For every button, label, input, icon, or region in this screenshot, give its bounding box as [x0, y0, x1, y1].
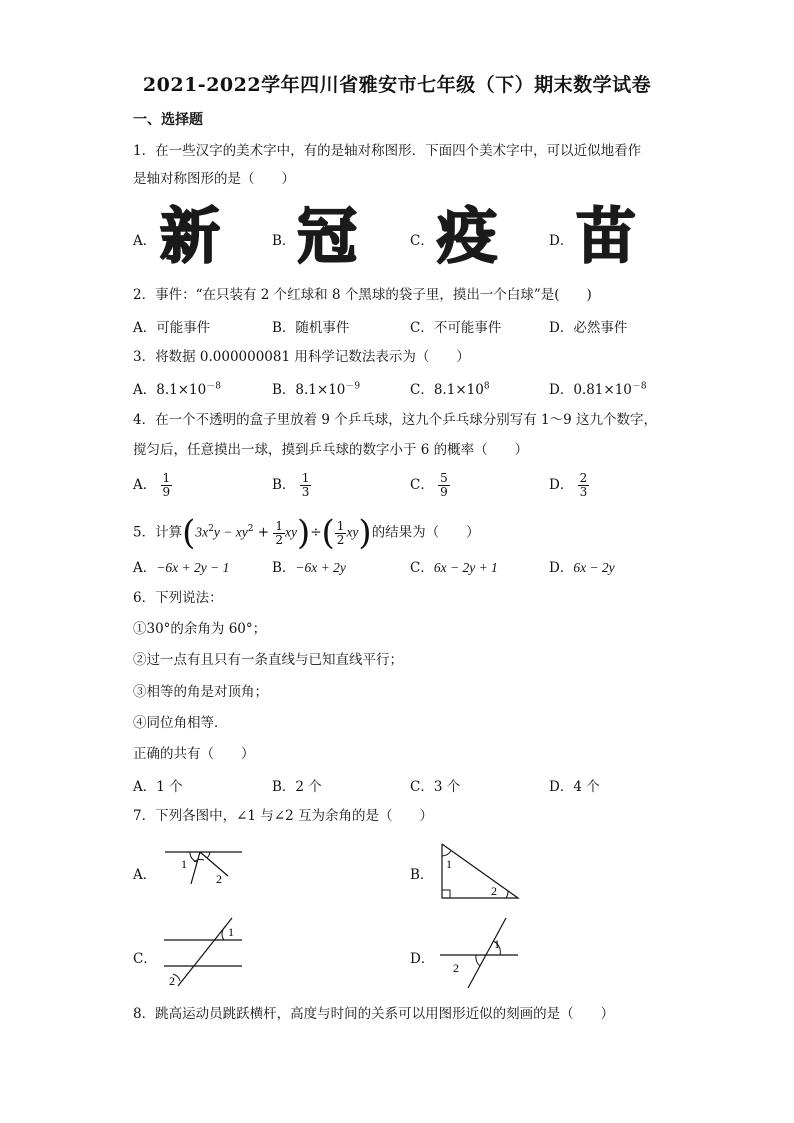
q4-option-a-label: A．: [133, 477, 157, 493]
q4-option-d-fraction: [578, 472, 590, 499]
q5-option-b-label: B．: [272, 560, 296, 576]
q6-stem: 6．下列说法：: [133, 590, 223, 606]
q7-b-angle-1: 1: [446, 857, 452, 871]
q4-option-b: [272, 472, 311, 499]
q3-option-d-base: 0.81×10: [573, 382, 632, 398]
q4-stem-line2: 搅匀后，任意摸出一球，摸到乒乓球的数字小于 6 的概率（ ）: [133, 442, 529, 458]
q3-option-a: [133, 378, 221, 398]
q2-option-d: D．必然事件: [549, 320, 628, 336]
q5-xy: xy: [284, 524, 297, 540]
q4-option-d: [549, 472, 589, 499]
q4-option-d-den: 3: [579, 485, 588, 499]
q5-option-c-label: C．: [410, 560, 434, 576]
q3-option-a-base: 8.1×10: [156, 382, 207, 398]
q5-suffix: 的结果为（ ）: [371, 524, 480, 541]
q6-item-3: ③相等的角是对顶角；: [133, 684, 268, 700]
q6-item-4: ④同位角相等．: [133, 715, 228, 731]
q1-option-b-label: B．: [272, 233, 296, 249]
q7-c-angle-2: 2: [169, 974, 175, 988]
q5-expr-b: y − xy: [213, 524, 248, 540]
q1-option-d-label: D．: [549, 233, 574, 249]
q4-option-c: [410, 472, 450, 499]
q6-item-1: ①30°的余角为 60°；: [133, 621, 267, 637]
q4-option-b-den: 3: [301, 485, 310, 499]
q3-option-c-label: C．: [410, 382, 434, 398]
q1-option-b-char: 冠: [297, 202, 357, 272]
q7-option-c-label: C．: [133, 951, 157, 967]
q8-stem: 8．跳高运动员跳跃横杆，高度与时间的关系可以用图形近似的刻画的是（ ）: [133, 1006, 615, 1022]
q6-option-a: A．1 个: [133, 779, 183, 795]
q3-option-b-exp: －9: [345, 381, 361, 392]
q5-half-den-2: 2: [336, 532, 345, 547]
q4-option-b-num: 1: [301, 471, 310, 485]
q5-option-c-expr: 6x − 2y + 1: [433, 560, 498, 575]
q7-stem: 7．下列各图中，∠1 与∠2 互为余角的是（ ）: [133, 808, 433, 824]
q7-figure-c: [160, 914, 246, 990]
q3-stem: 3．将数据 0.000000081 用科学记数法表示为（ ）: [133, 349, 470, 365]
q7-figure-a: [160, 840, 250, 890]
q4-option-a-fraction: [161, 472, 173, 499]
q4-option-d-label: D．: [549, 477, 574, 493]
q2-stem: 2．事件：“在只装有 2 个红球和 8 个黑球的袋子里，摸出一个白球”是( ): [133, 287, 592, 303]
q1-option-c-char: 疫: [437, 202, 497, 272]
q3-option-c: [410, 378, 490, 398]
q7-option-d-label: D．: [410, 951, 435, 967]
page-title: 2021-2022学年四川省雅安市七年级（下）期末数学试卷: [142, 74, 652, 96]
q4-option-c-num: 5: [440, 471, 448, 485]
q5-option-a-expr: −6x + 2y − 1: [156, 560, 230, 575]
q4-option-a-num: 1: [162, 471, 171, 485]
q7-d-angle-1: 1: [494, 937, 500, 951]
q4-option-b-fraction: [300, 472, 312, 499]
q4-option-d-num: 2: [579, 471, 588, 485]
q7-figure-d: [436, 914, 522, 990]
q5-option-a: [133, 556, 229, 576]
q6-option-d: D．4 个: [549, 779, 600, 795]
q4-option-c-label: C．: [410, 477, 434, 493]
q5-option-d-label: D．: [549, 560, 574, 576]
q5-option-a-label: A．: [133, 560, 157, 576]
q5-option-b: [272, 556, 346, 576]
q5-option-c: [410, 556, 498, 576]
q6-item-2: ②过一点有且只有一条直线与已知直线平行；: [133, 652, 403, 668]
q3-option-d-exp: －8: [631, 381, 647, 392]
q5-half-fraction: [273, 520, 285, 547]
q3-option-c-exp: 8: [483, 381, 490, 392]
q3-option-b-base: 8.1×10: [295, 382, 346, 398]
q5-paren-close: ): [296, 513, 311, 553]
q7-c-angle-1: 1: [228, 925, 234, 939]
q1-option-a-label: A．: [133, 233, 157, 249]
q3-option-b-label: B．: [272, 382, 296, 398]
q2-option-b: B．随机事件: [272, 320, 350, 336]
q5-expr-a-sup: 2: [208, 524, 214, 534]
q7-a-angle-1: 1: [181, 857, 187, 871]
q4-option-c-fraction: [438, 472, 450, 499]
q4-option-b-label: B．: [272, 477, 296, 493]
q5-option-d: [549, 556, 615, 576]
q5-div: ÷: [310, 524, 322, 541]
section-heading: 一、选择题: [133, 112, 203, 128]
q1-option-a-char: 新: [160, 202, 220, 272]
q1-stem-line2: 是轴对称图形的是（ ）: [133, 171, 295, 187]
q5-half-num: 1: [275, 518, 283, 533]
q1-option-c-label: C．: [410, 233, 434, 249]
q4-option-c-den: 9: [440, 485, 448, 499]
q5-prefix: 5．计算: [133, 524, 183, 541]
q5-expr-plus: +: [253, 524, 274, 541]
q5-stem: [133, 512, 480, 553]
q7-a-angle-2: 2: [216, 872, 222, 886]
q7-d-angle-2: 2: [453, 961, 459, 975]
q1-option-d-char: 苗: [576, 202, 636, 272]
q6-option-b: B．2 个: [272, 779, 322, 795]
q3-option-d-label: D．: [549, 382, 574, 398]
q6-option-c: C．3 个: [410, 779, 461, 795]
q3-option-a-label: A．: [133, 382, 157, 398]
q5-option-b-expr: −6x + 2y: [295, 560, 346, 575]
q5-paren-open: (: [182, 513, 196, 553]
q7-option-a-label: A．: [133, 867, 157, 883]
q4-option-a-den: 9: [162, 485, 171, 499]
q6-ask: 正确的共有（ ）: [133, 746, 255, 762]
q7-option-b-label: B．: [410, 867, 434, 883]
q5-half-num-2: 1: [336, 518, 345, 533]
q5-xy-2: xy: [346, 524, 359, 540]
q3-option-d: [549, 378, 647, 398]
q5-expr-a: 3x: [195, 524, 209, 540]
q3-option-b: [272, 378, 360, 398]
q3-option-c-base: 8.1×10: [433, 382, 484, 398]
q7-b-angle-2: 2: [491, 884, 497, 898]
q5-paren2-close: ): [358, 513, 372, 553]
q4-option-a: [133, 472, 172, 499]
q5-expr-b-sup: 2: [247, 524, 254, 534]
q3-option-a-exp: －8: [206, 381, 221, 392]
q5-half-den: 2: [275, 532, 283, 547]
q5-paren2-open: (: [321, 513, 335, 553]
q7-figure-b: [436, 840, 526, 902]
q5-option-d-expr: 6x − 2y: [573, 560, 615, 575]
q2-option-a: A．可能事件: [133, 320, 211, 336]
q4-stem-line1: 4．在一个不透明的盒子里放着 9 个乒乓球，这九个乒乓球分别写有 1～9 这九个数字，: [133, 412, 658, 428]
q2-option-c: C．不可能事件: [410, 320, 502, 336]
q5-half-fraction-2: [335, 520, 347, 547]
q1-stem-line1: 1．在一些汉字的美术字中，有的是轴对称图形．下面四个美术字中，可以近似地看作: [133, 143, 642, 159]
